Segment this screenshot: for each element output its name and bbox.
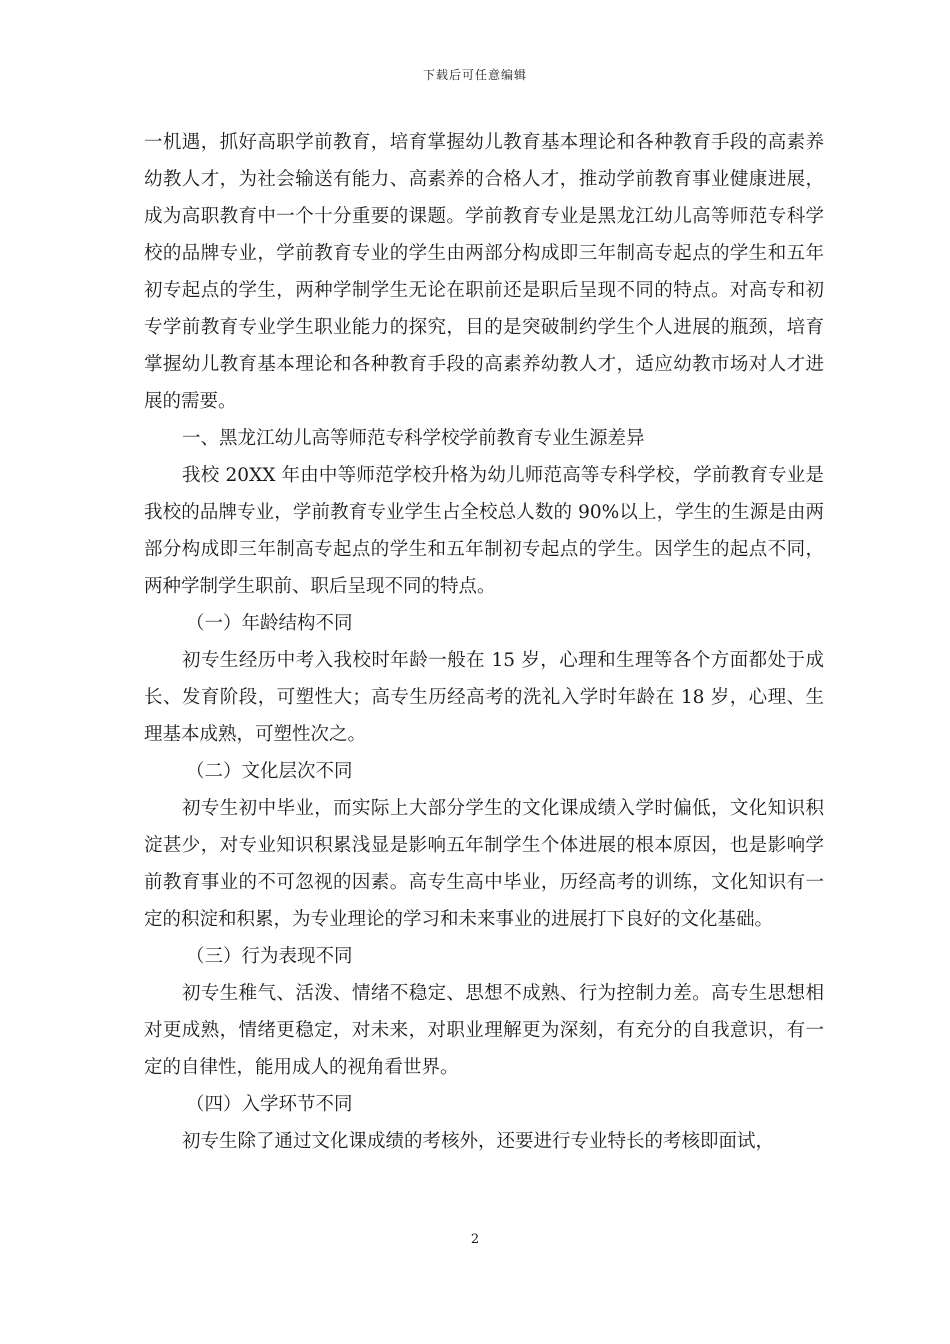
paragraph: 初专生除了通过文化课成绩的考核外，还要进行专业特长的考核即面试， [182, 1131, 775, 1152]
section-heading: 一、黑龙江幼儿高等师范专科学校学前教育专业生源差异 [182, 428, 645, 449]
subsection-heading-admission: （四）入学环节不同 [186, 1094, 353, 1115]
subsection-heading-culture: （二）文化层次不同 [186, 761, 353, 782]
paragraph: 初专生经历中考入我校时年龄一般在 15 岁，心理和生理等各个方面都处于成长、发育阶段，可塑性大；高专生历经高考的洗礼入学时年龄在 18 岁，心理、生理基本成熟，可塑性次之。 [144, 650, 824, 745]
page-header: 下载后可任意编辑 [422, 68, 527, 82]
document-body [144, 124, 824, 1160]
page-number: 2 [470, 1232, 480, 1247]
paragraph: 初专生初中毕业，而实际上大部分学生的文化课成绩入学时偏低，文化知识积淀甚少，对专业知识积累浅显是影响五年制学生个体进展的根本原因，也是影响学前教育事业的不可忽视的因素。高专生高中毕业，历经高考的训练，文化知识有一定的积淀和积累，为专业理论的学习和未来事业的进展打下良好的文化基础。 [144, 798, 824, 930]
subsection-heading-age: （一）年龄结构不同 [186, 613, 353, 634]
paragraph-continued: 一机遇，抓好高职学前教育，培育掌握幼儿教育基本理论和各种教育手段的高素养幼教人才，为社会输送有能力、高素养的合格人才，推动学前教育事业健康进展，成为高职教育中一个十分重要的课题。学前教育专业是黑龙江幼儿高等师范专科学校的品牌专业，学前教育专业的学生由两部分构成即三年制高专起点的学生和五年初专起点的学生，两种学制学生无论在职前还是职后呈现不同的特点。对高专和初专学前教育专业学生职业能力的探究，目的是突破制约学生个人进展的瓶颈，培育掌握幼儿教育基本理论和各种教育手段的高素养幼教人才，适应幼教市场对人才进展的需要。 [144, 132, 824, 412]
paragraph: 初专生稚气、活泼、情绪不稳定、思想不成熟、行为控制力差。高专生思想相对更成熟，情绪更稳定，对未来，对职业理解更为深刻，有充分的自我意识，有一定的自律性，能用成人的视角看世界。 [144, 983, 824, 1078]
paragraph: 我校 20XX 年由中等师范学校升格为幼儿师范高等专科学校，学前教育专业是我校的品牌专业，学前教育专业学生占全校总人数的 90%以上，学生的生源是由两部分构成即三年制高专起点的学生和五年制初专起点的学生。因学生的起点不同，两种学制学生职前、职后呈现不同的特点。 [144, 465, 824, 597]
subsection-heading-behavior: （三）行为表现不同 [186, 946, 353, 967]
